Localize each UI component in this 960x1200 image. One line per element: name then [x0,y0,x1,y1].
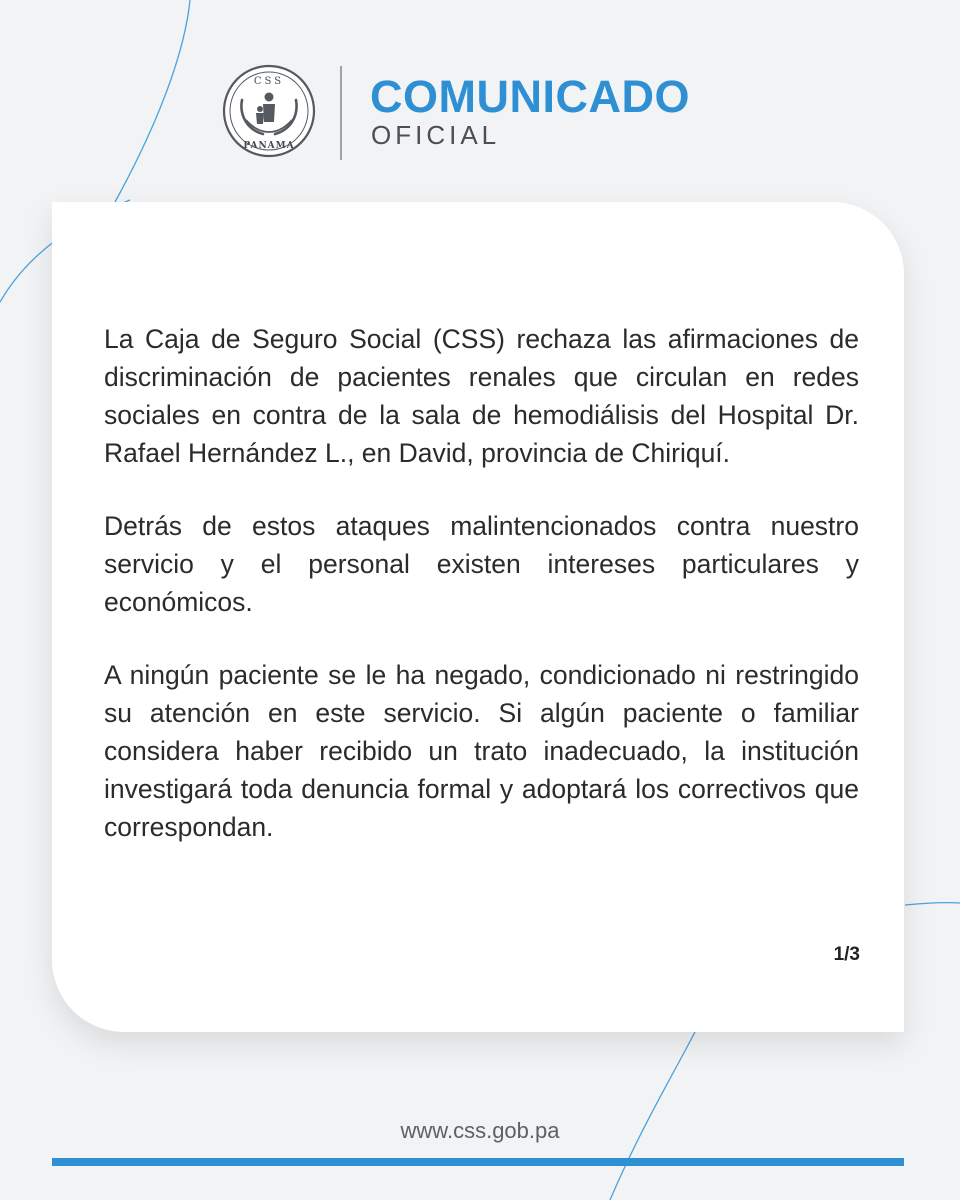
page-subtitle: OFICIAL [371,120,501,150]
website-url: www.css.gob.pa [400,1118,560,1143]
page-title: COMUNICADO [370,71,690,122]
logo-top-text: CSS [253,76,285,87]
logo-bottom-text: PANAMA [243,141,295,151]
content-card [52,202,904,1032]
bottom-accent-bar [52,1158,904,1166]
paragraph-3: A ningún paciente se le ha negado, condicionado ni restringido su atención en este servicio. Si algún paciente o familiar considera haber recibido un trato inadecuado, la institución investigará toda denuncia formal y adoptará los correctivos que correspondan. [104,660,859,842]
body-text [104,320,859,846]
paragraph-1: La Caja de Seguro Social (CSS) rechaza las afirmaciones de discriminación de pacientes renales que circulan en redes sociales en contra de la sala de hemodiálisis del Hospital Dr. Rafael Hernández L., en David, provincia de Chiriquí. [104,324,859,468]
header-divider [340,66,342,160]
page-indicator: 1/3 [833,944,860,965]
header [222,64,762,160]
paragraph-2: Detrás de estos ataques malintencionados contra nuestro servicio y el personal existen intereses particulares y económicos. [104,511,859,617]
css-logo-icon [222,64,316,158]
